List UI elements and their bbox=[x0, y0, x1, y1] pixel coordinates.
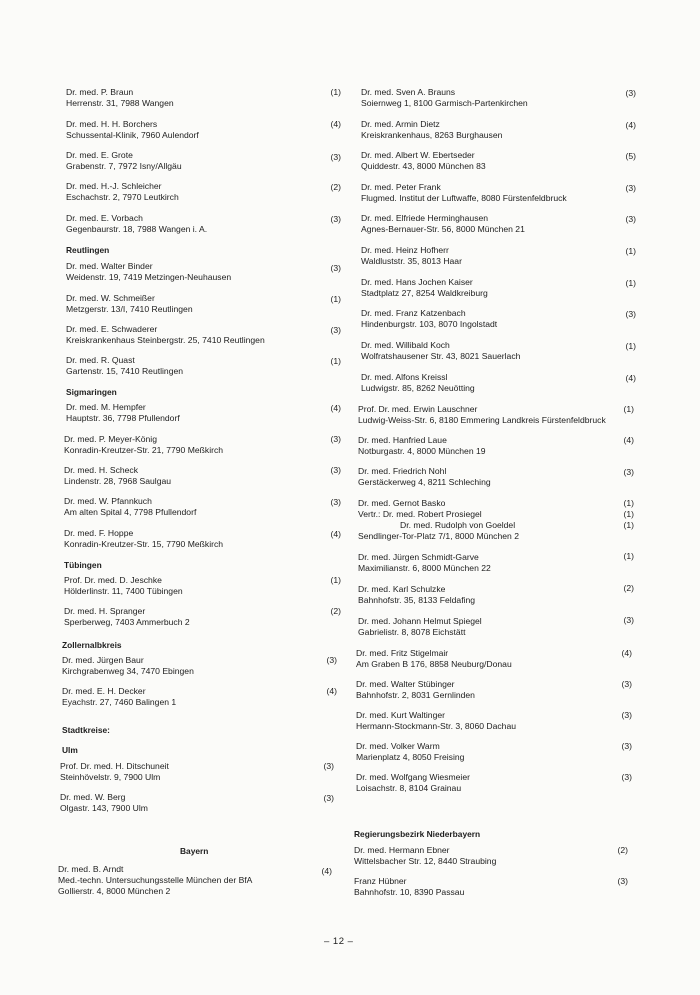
count-value: (3) bbox=[625, 214, 636, 224]
doctor-address: Quiddestr. 43, 8000 München 83 bbox=[361, 161, 486, 171]
doctor-name: Dr. med. H. Spranger bbox=[64, 606, 146, 616]
doctor-address: Steinhövelstr. 9, 7900 Ulm bbox=[60, 772, 161, 782]
count-value: (2) bbox=[330, 182, 341, 192]
count-value: (2) bbox=[617, 845, 628, 855]
list-item bbox=[361, 150, 486, 172]
doctor-name: Dr. med. Wolfgang Wiesmeier bbox=[356, 772, 470, 782]
doctor-name: Dr. med. Karl Schulzke bbox=[358, 584, 446, 594]
list-item bbox=[358, 616, 482, 638]
doctor-name: Dr. med. W. Pfannkuch bbox=[64, 496, 152, 506]
doctor-name: Dr. med. E. Vorbach bbox=[66, 213, 143, 223]
doctor-address: Bahnhofstr. 2, 8031 Gernlinden bbox=[356, 690, 475, 700]
doctor-name: Dr. med. Albert W. Ebertseder bbox=[361, 150, 475, 160]
doctor-name: Dr. med. Heinz Hofherr bbox=[361, 245, 449, 255]
doctor-name: Dr. med. Walter Stübinger bbox=[356, 679, 455, 689]
doctor-address: Grabenstr. 7, 7972 Isny/Allgäu bbox=[66, 161, 182, 171]
count-value: (1) bbox=[330, 87, 341, 97]
list-item bbox=[361, 340, 520, 362]
count-value: (1) bbox=[330, 575, 341, 585]
count-value: (1) bbox=[625, 278, 636, 288]
count-value: (1) bbox=[623, 551, 634, 561]
doctor-address: Konradin-Kreutzer-Str. 21, 7790 Meßkirch bbox=[64, 445, 224, 455]
count-value: (1) bbox=[623, 498, 634, 508]
list-item bbox=[361, 119, 502, 141]
list-item bbox=[356, 679, 475, 701]
doctor-address: Sperberweg, 7403 Ammerbuch 2 bbox=[64, 617, 190, 627]
doctor-address: Schussental-Klinik, 7960 Aulendorf bbox=[66, 130, 199, 140]
doctor-address: Bahnhofstr. 10, 8390 Passau bbox=[354, 887, 465, 897]
list-item bbox=[361, 87, 528, 109]
count-value: (3) bbox=[330, 263, 341, 273]
list-item bbox=[66, 87, 174, 109]
count-value: (2) bbox=[623, 583, 634, 593]
doctor-address: Gerstäckerweg 4, 8211 Schleching bbox=[358, 477, 491, 487]
count-value: (3) bbox=[330, 465, 341, 475]
list-item bbox=[62, 686, 176, 708]
count-value: (3) bbox=[621, 679, 632, 689]
count-value: (1) bbox=[625, 246, 636, 256]
doctor-name: Dr. med. H. H. Borchers bbox=[66, 119, 158, 129]
doctor-address: Ludwigstr. 85, 8262 Neuötting bbox=[361, 383, 475, 393]
list-item bbox=[58, 864, 252, 897]
doctor-address: Loisachstr. 8, 8104 Grainau bbox=[356, 783, 462, 793]
page-number: – 12 – bbox=[324, 936, 354, 947]
count-value: (4) bbox=[321, 866, 332, 876]
section-heading: Ulm bbox=[62, 745, 78, 755]
substitute-name: Dr. med. Rudolph von Goeldel bbox=[400, 520, 516, 530]
doctor-name: Dr. med. Fritz Stigelmair bbox=[356, 648, 449, 658]
doctor-address: Waldluststr. 35, 8013 Haar bbox=[361, 256, 462, 266]
count-value: (3) bbox=[621, 741, 632, 751]
count-value: (1) bbox=[625, 341, 636, 351]
count-value: (3) bbox=[330, 214, 341, 224]
doctor-address: Notburgastr. 4, 8000 München 19 bbox=[358, 446, 486, 456]
doctor-name: Dr. med. Franz Katzenbach bbox=[361, 308, 466, 318]
list-item bbox=[361, 245, 462, 267]
doctor-name: Dr. med. Kurt Waltinger bbox=[356, 710, 445, 720]
doctor-name: Prof. Dr. med. D. Jeschke bbox=[64, 575, 162, 585]
list-item bbox=[64, 434, 223, 456]
doctor-address: Konradin-Kreutzer-Str. 15, 7790 Meßkirch bbox=[64, 539, 224, 549]
doctor-address: Agnes-Bernauer-Str. 56, 8000 München 21 bbox=[361, 224, 525, 234]
count-value: (4) bbox=[330, 403, 341, 413]
section-heading: Stadtkreise: bbox=[62, 725, 110, 735]
count-value: (3) bbox=[330, 325, 341, 335]
doctor-name: Dr. med. Elfriede Herminghausen bbox=[361, 213, 489, 223]
doctor-name: Dr. med. Hermann Ebner bbox=[354, 845, 450, 855]
doctor-name: Dr. med. H. Scheck bbox=[64, 465, 139, 475]
count-value: (3) bbox=[623, 467, 634, 477]
doctor-address: Kreiskrankenhaus, 8263 Burghausen bbox=[361, 130, 503, 140]
doctor-address: Hauptstr. 36, 7798 Pfullendorf bbox=[66, 413, 180, 423]
doctor-name: Dr. med. B. Arndt bbox=[58, 864, 124, 874]
doctor-name: Dr. med. Friedrich Nohl bbox=[358, 466, 447, 476]
list-item bbox=[66, 324, 265, 346]
list-item bbox=[361, 182, 567, 204]
count-value: (4) bbox=[625, 373, 636, 383]
doctor-address: Am alten Spital 4, 7798 Pfullendorf bbox=[64, 507, 197, 517]
institution-name: Med.-techn. Untersuchungsstelle München der BfA bbox=[58, 875, 253, 885]
doctor-name: Dr. med. P. Meyer-König bbox=[64, 434, 157, 444]
doctor-name: Dr. med. Jürgen Schmidt-Garve bbox=[358, 552, 479, 562]
doctor-address: Lindenstr. 28, 7968 Saulgau bbox=[64, 476, 172, 486]
count-value: (3) bbox=[330, 152, 341, 162]
doctor-name: Dr. med. R. Quast bbox=[66, 355, 135, 365]
doctor-address: Gollierstr. 4, 8000 München 2 bbox=[58, 886, 171, 896]
list-item bbox=[60, 792, 148, 814]
doctor-name: Dr. med. H.-J. Schleicher bbox=[66, 181, 162, 191]
list-item bbox=[64, 496, 196, 518]
count-value: (4) bbox=[330, 119, 341, 129]
list-item bbox=[66, 150, 182, 172]
section-heading: Sigmaringen bbox=[66, 387, 117, 397]
count-value: (1) bbox=[623, 520, 634, 530]
doctor-address: Maximilianstr. 6, 8000 München 22 bbox=[358, 563, 491, 573]
count-value: (3) bbox=[617, 876, 628, 886]
count-value: (3) bbox=[625, 88, 636, 98]
list-item bbox=[66, 261, 231, 283]
doctor-address: Bahnhofstr. 35, 8133 Feldafing bbox=[358, 595, 476, 605]
doctor-name: Dr. med. Johann Helmut Spiegel bbox=[358, 616, 482, 626]
list-item bbox=[62, 655, 194, 677]
doctor-name: Dr. med. Willibald Koch bbox=[361, 340, 450, 350]
count-value: (1) bbox=[623, 509, 634, 519]
doctor-name: Dr. med. P. Braun bbox=[66, 87, 134, 97]
doctor-address: Hermann-Stockmann-Str. 3, 8060 Dachau bbox=[356, 721, 517, 731]
section-heading: Tübingen bbox=[64, 560, 102, 570]
doctor-address: Olgastr. 143, 7900 Ulm bbox=[60, 803, 148, 813]
doctor-address: Metzgerstr. 13/I, 7410 Reutlingen bbox=[66, 304, 193, 314]
doctor-address: Kreiskrankenhaus Steinbergstr. 25, 7410 Reutlingen bbox=[66, 335, 265, 345]
list-item bbox=[358, 435, 486, 457]
doctor-name: Prof. Dr. med. Erwin Lauschner bbox=[358, 404, 478, 414]
count-value: (1) bbox=[330, 356, 341, 366]
doctor-name: Dr. med. Walter Binder bbox=[66, 261, 153, 271]
list-item bbox=[64, 606, 190, 628]
doctor-address: Soiernweg 1, 8100 Garmisch-Partenkirchen bbox=[361, 98, 528, 108]
list-item bbox=[356, 741, 464, 763]
list-item bbox=[66, 293, 193, 315]
count-value: (3) bbox=[621, 772, 632, 782]
count-value: (3) bbox=[323, 761, 334, 771]
count-value: (3) bbox=[330, 497, 341, 507]
list-item bbox=[358, 552, 491, 574]
doctor-address: Gegenbaurstr. 18, 7988 Wangen i. A. bbox=[66, 224, 208, 234]
count-value: (3) bbox=[625, 309, 636, 319]
list-item bbox=[66, 213, 207, 235]
doctor-name: Dr. med. M. Hempfer bbox=[66, 402, 146, 412]
count-value: (4) bbox=[326, 686, 337, 696]
doctor-address: Ludwig-Weiss-Str. 6, 8180 Emmering Landkreis Fürstenfeldbruck bbox=[358, 415, 606, 425]
doctor-address: Gabrielistr. 8, 8078 Eichstätt bbox=[358, 627, 466, 637]
doctor-name: Dr. med. E. H. Decker bbox=[62, 686, 146, 696]
list-item bbox=[356, 710, 516, 732]
section-heading: Regierungsbezirk Niederbayern bbox=[354, 829, 481, 839]
doctor-address: Stadtplatz 27, 8254 Waldkreiburg bbox=[361, 288, 488, 298]
list-item bbox=[358, 584, 475, 606]
list-item bbox=[66, 355, 183, 377]
count-value: (3) bbox=[625, 183, 636, 193]
list-item bbox=[356, 772, 470, 794]
doctor-address: Marienplatz 4, 8050 Freising bbox=[356, 752, 465, 762]
doctor-name: Dr. med. Alfons Kreissl bbox=[361, 372, 448, 382]
doctor-name: Dr. med. Volker Warm bbox=[356, 741, 440, 751]
list-item bbox=[64, 465, 171, 487]
doctor-name: Dr. med. Gernot Basko bbox=[358, 498, 446, 508]
list-item bbox=[64, 575, 183, 597]
count-value: (1) bbox=[330, 294, 341, 304]
doctor-name: Dr. med. Armin Dietz bbox=[361, 119, 440, 129]
doctor-address: Herrenstr. 31, 7988 Wangen bbox=[66, 98, 174, 108]
count-value: (4) bbox=[621, 648, 632, 658]
doctor-name: Dr. med. W. Schmeißer bbox=[66, 293, 155, 303]
doctor-name: Dr. med. Sven A. Brauns bbox=[361, 87, 456, 97]
count-value: (3) bbox=[330, 434, 341, 444]
doctor-address: Kirchgrabenweg 34, 7470 Ebingen bbox=[62, 666, 194, 676]
doctor-address: Wittelsbacher Str. 12, 8440 Straubing bbox=[354, 856, 497, 866]
count-value: (2) bbox=[330, 606, 341, 616]
doctor-name: Prof. Dr. med. H. Ditschuneit bbox=[60, 761, 169, 771]
doctor-name: Dr. med. Peter Frank bbox=[361, 182, 441, 192]
doctor-address: Wolfratshausener Str. 43, 8021 Sauerlach bbox=[361, 351, 521, 361]
count-value: (3) bbox=[326, 655, 337, 665]
list-item bbox=[361, 213, 525, 235]
doctor-address: Hindenburgstr. 103, 8070 Ingolstadt bbox=[361, 319, 498, 329]
doctor-address: Gartenstr. 15, 7410 Reutlingen bbox=[66, 366, 184, 376]
section-heading: Zollernalbkreis bbox=[62, 640, 122, 650]
list-item bbox=[358, 404, 606, 426]
doctor-name: Dr. med. E. Grote bbox=[66, 150, 133, 160]
doctor-address: Weidenstr. 19, 7419 Metzingen-Neuhausen bbox=[66, 272, 232, 282]
list-item bbox=[361, 277, 488, 299]
list-item bbox=[358, 498, 519, 542]
list-item bbox=[354, 845, 496, 867]
doctor-address: Eschachstr. 2, 7970 Leutkirch bbox=[66, 192, 179, 202]
doctor-name: Dr. med. F. Hoppe bbox=[64, 528, 134, 538]
doctor-name: Dr. med. Hanfried Laue bbox=[358, 435, 447, 445]
count-value: (3) bbox=[621, 710, 632, 720]
list-item bbox=[64, 528, 223, 550]
doctor-name: Dr. med. Hans Jochen Kaiser bbox=[361, 277, 473, 287]
list-item bbox=[66, 181, 179, 203]
doctor-address: Eyachstr. 27, 7460 Balingen 1 bbox=[62, 697, 177, 707]
list-item bbox=[60, 761, 169, 783]
section-heading: Bayern bbox=[180, 846, 209, 856]
list-item bbox=[358, 466, 491, 488]
list-item bbox=[361, 372, 475, 394]
list-item bbox=[356, 648, 512, 670]
doctor-address: Flugmed. Institut der Luftwaffe, 8080 Fürstenfeldbruck bbox=[361, 193, 567, 203]
list-item bbox=[354, 876, 464, 898]
count-value: (3) bbox=[323, 793, 334, 803]
doctor-address: Hölderlinstr. 11, 7400 Tübingen bbox=[64, 586, 183, 596]
count-value: (3) bbox=[623, 615, 634, 625]
list-item bbox=[66, 402, 180, 424]
list-item bbox=[361, 308, 497, 330]
doctor-name: Dr. med. E. Schwaderer bbox=[66, 324, 158, 334]
doctor-name: Dr. med. W. Berg bbox=[60, 792, 126, 802]
count-value: (4) bbox=[623, 435, 634, 445]
count-value: (1) bbox=[623, 404, 634, 414]
list-item bbox=[66, 119, 199, 141]
doctor-name: Franz Hübner bbox=[354, 876, 407, 886]
doctor-address: Am Graben B 176, 8858 Neuburg/Donau bbox=[356, 659, 512, 669]
doctor-address: Sendlinger-Tor-Platz 7/1, 8000 München 2 bbox=[358, 531, 519, 541]
section-heading: Reutlingen bbox=[66, 245, 110, 255]
doctor-name: Dr. med. Jürgen Baur bbox=[62, 655, 144, 665]
substitute-name: Vertr.: Dr. med. Robert Prosiegel bbox=[358, 509, 482, 519]
count-value: (4) bbox=[625, 120, 636, 130]
count-value: (5) bbox=[625, 151, 636, 161]
count-value: (4) bbox=[330, 529, 341, 539]
